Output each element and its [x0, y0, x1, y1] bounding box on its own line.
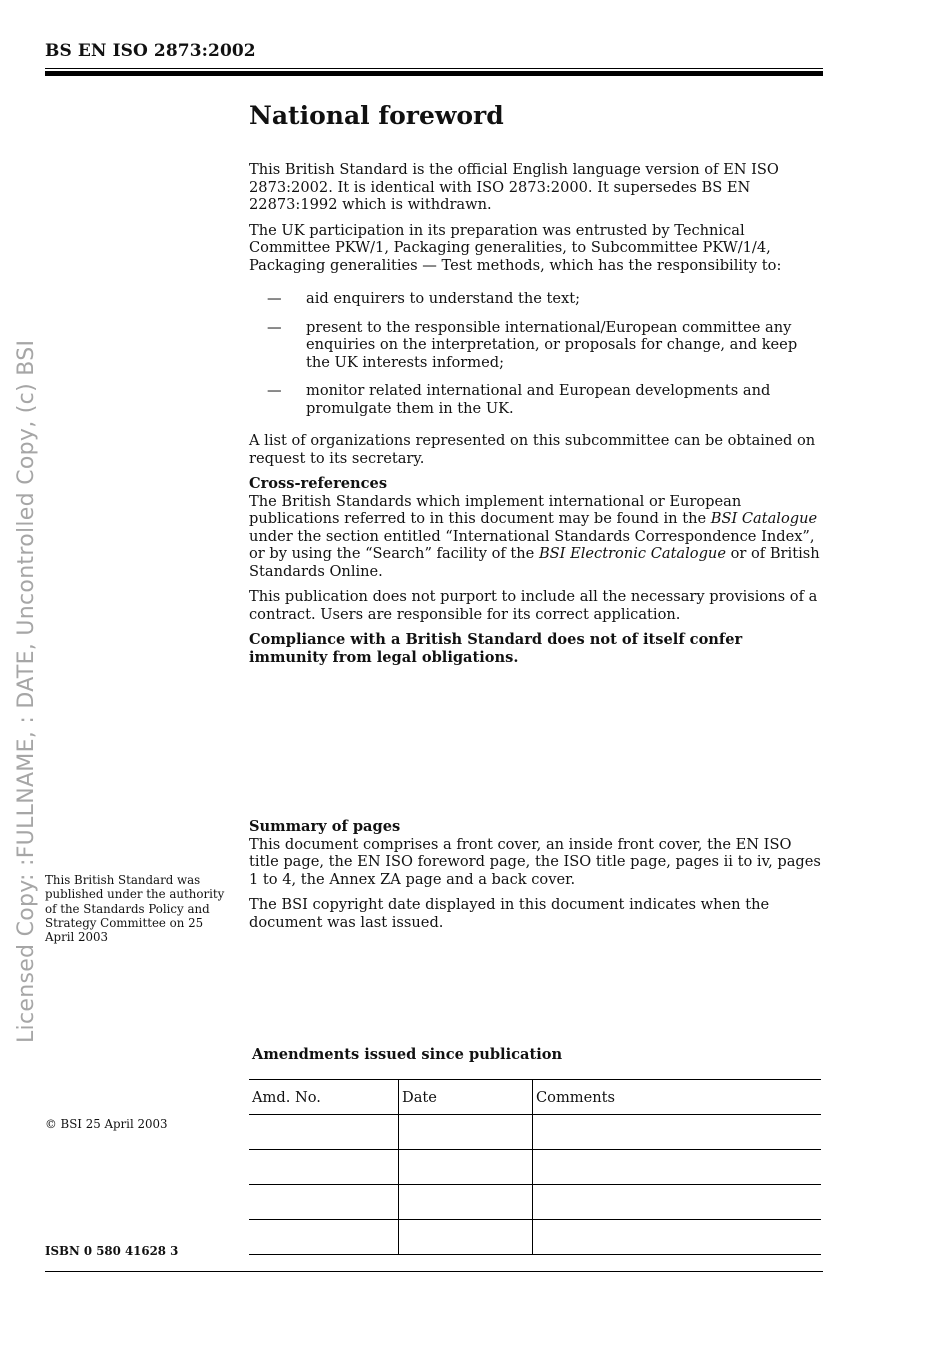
- table-cell: [249, 1220, 399, 1255]
- amendments-table: [249, 1079, 821, 1255]
- license-watermark: Licensed Copy: :FULLNAME, : DATE, Uncontrolled Copy, (c) BSI: [14, 339, 39, 1043]
- dash-bullet: —: [267, 318, 282, 336]
- list-item-text: aid enquirers to understand the text;: [306, 290, 581, 307]
- table-cell: [533, 1115, 822, 1150]
- intro-paragraph: This British Standard is the official English language version of EN ISO 2873:2002. It is identical with ISO 2873:2000. It supersedes BS EN 22873:1992 which is withdrawn.: [249, 161, 779, 213]
- table-cell: [399, 1220, 533, 1255]
- responsibilities-list: [249, 290, 825, 417]
- copyright-date-note: The BSI copyright date displayed in this document indicates when the document was last issued.: [249, 896, 770, 931]
- dash-bullet: —: [267, 382, 282, 399]
- compliance-statement: Compliance with a British Standard does not of itself confer immunity from legal obligations.: [249, 631, 743, 666]
- table-cell: [399, 1115, 533, 1150]
- table-cell: [399, 1150, 533, 1185]
- table-cell: [533, 1185, 822, 1220]
- bsi-electronic-catalogue-title: BSI Electronic Catalogue: [538, 545, 726, 562]
- provisions-paragraph: This publication does not purport to include all the necessary provisions of a contract. Users are responsible for its correct application.: [249, 588, 818, 623]
- table-row: [249, 1185, 821, 1220]
- table-header-row: [249, 1080, 821, 1115]
- isbn-number: ISBN 0 580 41628 3: [45, 1244, 179, 1258]
- organizations-paragraph: A list of organizations represented on this subcommittee can be obtained on request to its secretary.: [249, 432, 816, 467]
- amendments-title: Amendments issued since publication: [252, 1046, 563, 1063]
- dash-bullet: —: [267, 290, 282, 307]
- column-header-amd-no: Amd. No.: [249, 1080, 399, 1115]
- table-cell: [249, 1185, 399, 1220]
- header-thick-rule: [45, 71, 823, 76]
- summary-section: [249, 818, 825, 939]
- document-id: BS EN ISO 2873:2002: [45, 41, 256, 61]
- page-title: National foreword: [249, 101, 504, 130]
- column-header-comments: Comments: [533, 1080, 822, 1115]
- copyright-notice: © BSI 25 April 2003: [45, 1117, 168, 1131]
- list-item-text: present to the responsible international/European committee any enquiries on the interpretation, or proposals for change, and keep the UK interests informed;: [306, 318, 798, 371]
- table-cell: [533, 1220, 822, 1255]
- national-foreword-section: [249, 100, 825, 674]
- list-item: [249, 382, 825, 417]
- table-cell: [533, 1150, 822, 1185]
- cross-references-heading: Cross-references: [249, 475, 388, 492]
- table-row: [249, 1220, 821, 1255]
- table-cell: [399, 1185, 533, 1220]
- summary-heading: Summary of pages: [249, 818, 401, 835]
- list-item-text: monitor related international and European developments and promulgate them in the UK.: [306, 382, 771, 417]
- crossref-text-2: under the section entitled “International Standards Correspondence Index”, or by using the “Search” facility of the: [249, 527, 815, 562]
- list-item: [249, 290, 825, 308]
- bsi-catalogue-title: BSI Catalogue: [710, 510, 818, 527]
- list-item: [249, 319, 825, 372]
- crossref-text-1: The British Standards which implement international or European publications referred to in this document may be found in the: [249, 492, 742, 527]
- participation-paragraph: The UK participation in its preparation was entrusted by Technical Committee PKW/1, Packaging generalities, to Subcommittee PKW/1/4, Packaging generalities — Test methods, which has the responsibility to:: [249, 221, 782, 274]
- footer-rule: [45, 1271, 823, 1272]
- summary-text: This document comprises a front cover, an inside front cover, the EN ISO title page, the EN ISO foreword page, the ISO title page, pages ii to iv, pages 1 to 4, the Annex ZA page and a back cover.: [249, 835, 821, 888]
- table-cell: [249, 1115, 399, 1150]
- header-thin-rule: [45, 68, 823, 69]
- publication-authority-note: This British Standard was published under the authority of the Standards Policy and Strategy Committee on 25 April 2003: [45, 873, 225, 945]
- table-cell: [249, 1150, 399, 1185]
- column-header-date: Date: [399, 1080, 533, 1115]
- table-row: [249, 1150, 821, 1185]
- table-row: [249, 1115, 821, 1150]
- crossref-text-3: or of British Standards Online.: [249, 545, 820, 580]
- cross-references-paragraph: [249, 493, 825, 581]
